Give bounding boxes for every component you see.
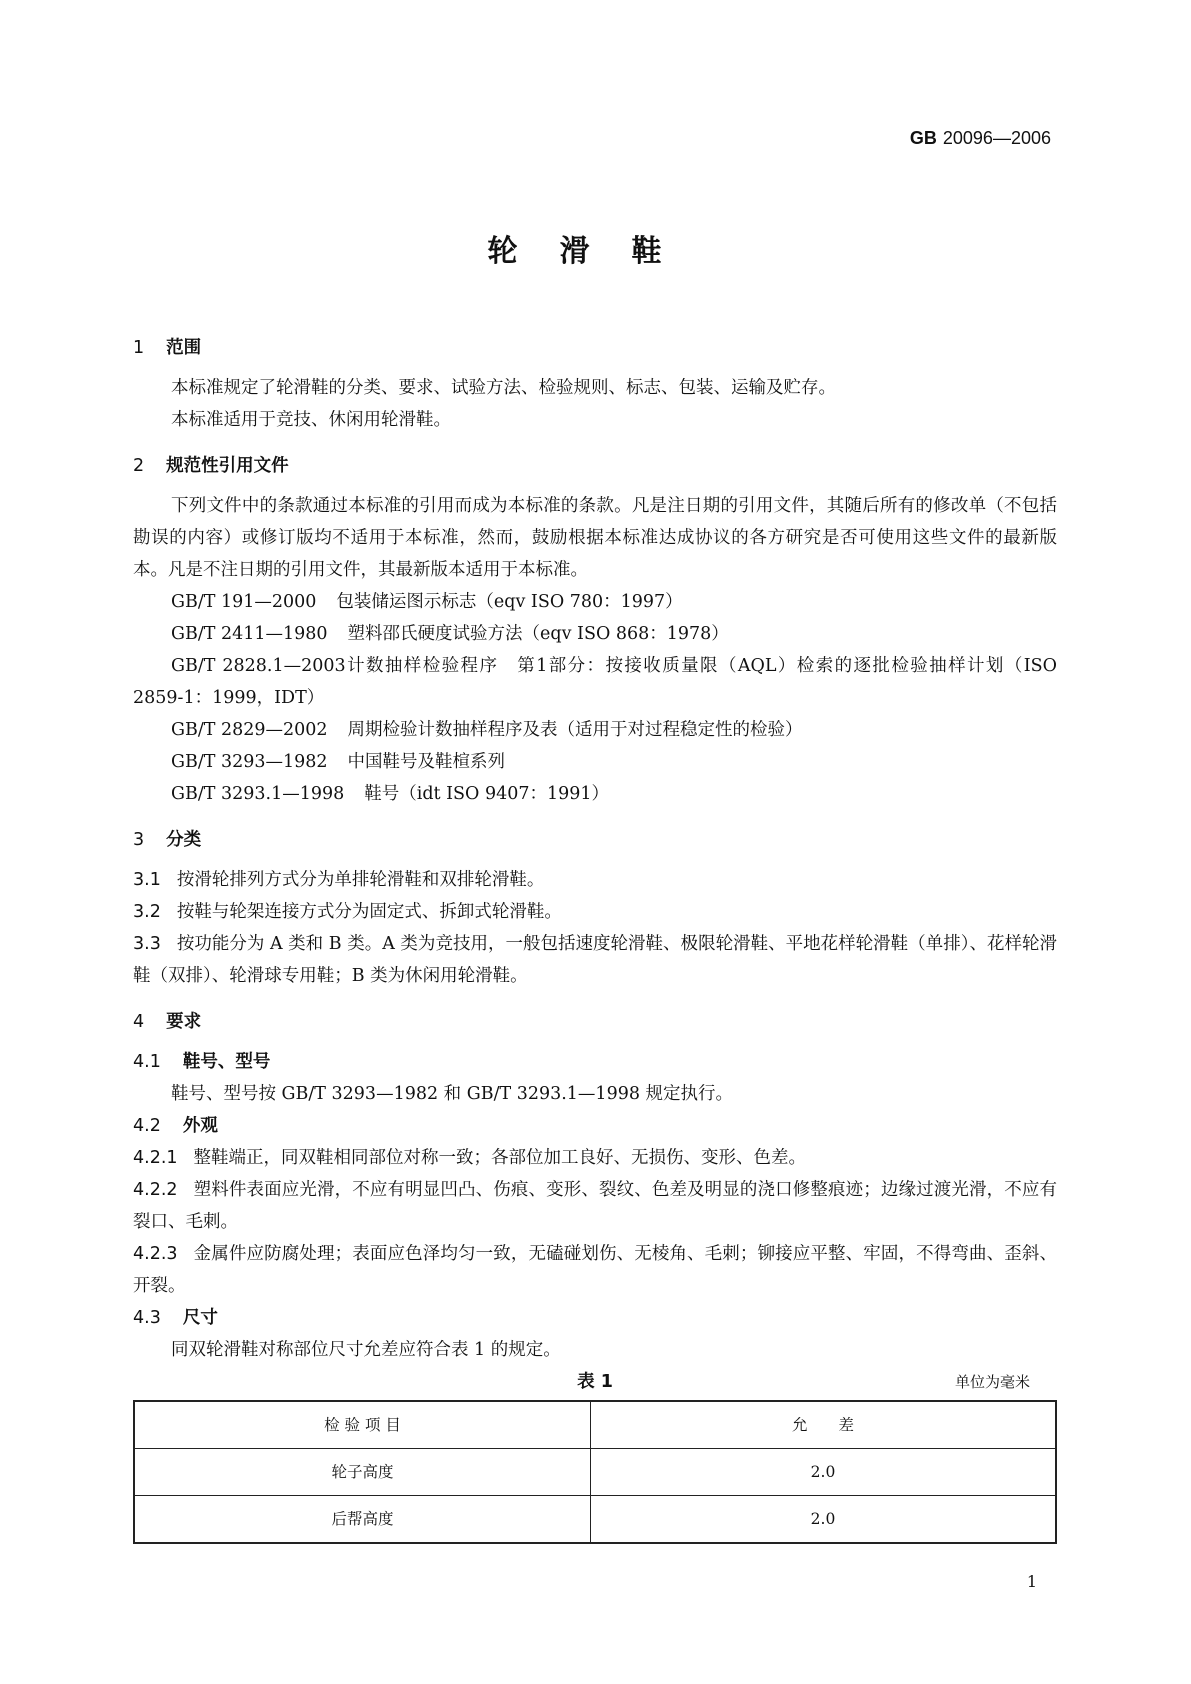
clause: 3.3 按功能分为 A 类和 B 类。A 类为竞技用，一般包括速度轮滑鞋、极限轮滑鞋、平地花样轮滑鞋（单排）、花样轮滑鞋（双排）、轮滑球专用鞋；B 类为休闲用轮滑鞋。 — [133, 934, 1057, 986]
table-row — [134, 1449, 1056, 1496]
clause: 4.2.1 整鞋端正，同双鞋相同部位对称一致；各部位加工良好、无损伤、变形、色差。 — [133, 1148, 807, 1168]
document-body — [133, 332, 1057, 1544]
table-cell: 后帮高度 — [134, 1496, 591, 1544]
clause: 3.1 按滑轮排列方式分为单排轮滑鞋和双排轮滑鞋。 — [133, 870, 545, 890]
section-4-heading: 4 要求 — [133, 1012, 202, 1032]
table-caption: 表 1 — [577, 1372, 613, 1392]
standard-number: 20096—2006 — [942, 128, 1051, 148]
table-cell: 2.0 — [591, 1496, 1057, 1544]
section-3-heading: 3 分类 — [133, 830, 202, 850]
subsection-4-3-heading: 4.3 尺寸 — [133, 1308, 218, 1328]
clause: 4.2.3 金属件应防腐处理；表面应色泽均匀一致，无磕碰划伤、无棱角、毛刺；铆接应平整、牢固，不得弯曲、歪斜、开裂。 — [133, 1244, 1057, 1296]
paragraph: 本标准规定了轮滑鞋的分类、要求、试验方法、检验规则、标志、包装、运输及贮存。 — [171, 378, 836, 398]
reference-item: GB/T 3293.1—1998 鞋号（idt ISO 9407：1991） — [171, 784, 610, 804]
page-number: 1 — [1026, 1572, 1037, 1591]
paragraph: 下列文件中的条款通过本标准的引用而成为本标准的条款。凡是注日期的引用文件，其随后所有的修改单（不包括勘误的内容）或修订版均不适用于本标准，然而，鼓励根据本标准达成协议的各方研究是否可使用这些文件的最新版本。凡是不注日期的引用文件，其最新版本适用于本标准。 — [133, 496, 1057, 580]
tolerance-table — [133, 1400, 1057, 1544]
paragraph: 同双轮滑鞋对称部位尺寸允差应符合表 1 的规定。 — [171, 1340, 561, 1360]
section-2-heading: 2 规范性引用文件 — [133, 456, 289, 476]
clause: 4.2.2 塑料件表面应光滑，不应有明显凹凸、伤痕、变形、裂纹、色差及明显的浇口修整痕迹；边缘过渡光滑，不应有裂口、毛刺。 — [133, 1180, 1057, 1232]
standard-code — [910, 128, 1051, 149]
subsection-4-1-heading: 4.1 鞋号、型号 — [133, 1052, 271, 1072]
reference-item: GB/T 3293—1982 中国鞋号及鞋楦系列 — [171, 752, 506, 772]
table-caption-row — [133, 1366, 1057, 1400]
clause: 3.2 按鞋与轮架连接方式分为固定式、拆卸式轮滑鞋。 — [133, 902, 562, 922]
table-header: 允 差 — [591, 1401, 1057, 1449]
reference-item: GB/T 2411—1980 塑料邵氏硬度试验方法（eqv ISO 868：1978） — [171, 624, 729, 644]
table-header-row — [134, 1401, 1056, 1449]
subsection-4-2-heading: 4.2 外观 — [133, 1116, 218, 1136]
table-header: 检 验 项 目 — [134, 1401, 591, 1449]
standard-prefix: GB — [909, 128, 937, 148]
table-unit: 单位为毫米 — [954, 1373, 1030, 1391]
table-cell: 2.0 — [591, 1449, 1057, 1496]
reference-item: GB/T 2828.1—2003计数抽样检验程序 第1部分：按接收质量限（AQL）检索的逐批检验抽样计划（ISO 2859-1：1999，IDT） — [133, 656, 1057, 708]
table-row — [134, 1496, 1056, 1544]
reference-item: GB/T 2829—2002 周期检验计数抽样程序及表（适用于对过程稳定性的检验） — [171, 720, 803, 740]
document-title: 轮滑鞋 — [487, 234, 704, 269]
table-cell: 轮子高度 — [134, 1449, 591, 1496]
paragraph: 鞋号、型号按 GB/T 3293—1982 和 GB/T 3293.1—1998 规定执行。 — [171, 1084, 734, 1104]
reference-item: GB/T 191—2000 包装储运图示标志（eqv ISO 780：1997） — [171, 592, 683, 612]
paragraph: 本标准适用于竞技、休闲用轮滑鞋。 — [171, 410, 451, 430]
section-1-heading: 1 范围 — [133, 338, 202, 358]
